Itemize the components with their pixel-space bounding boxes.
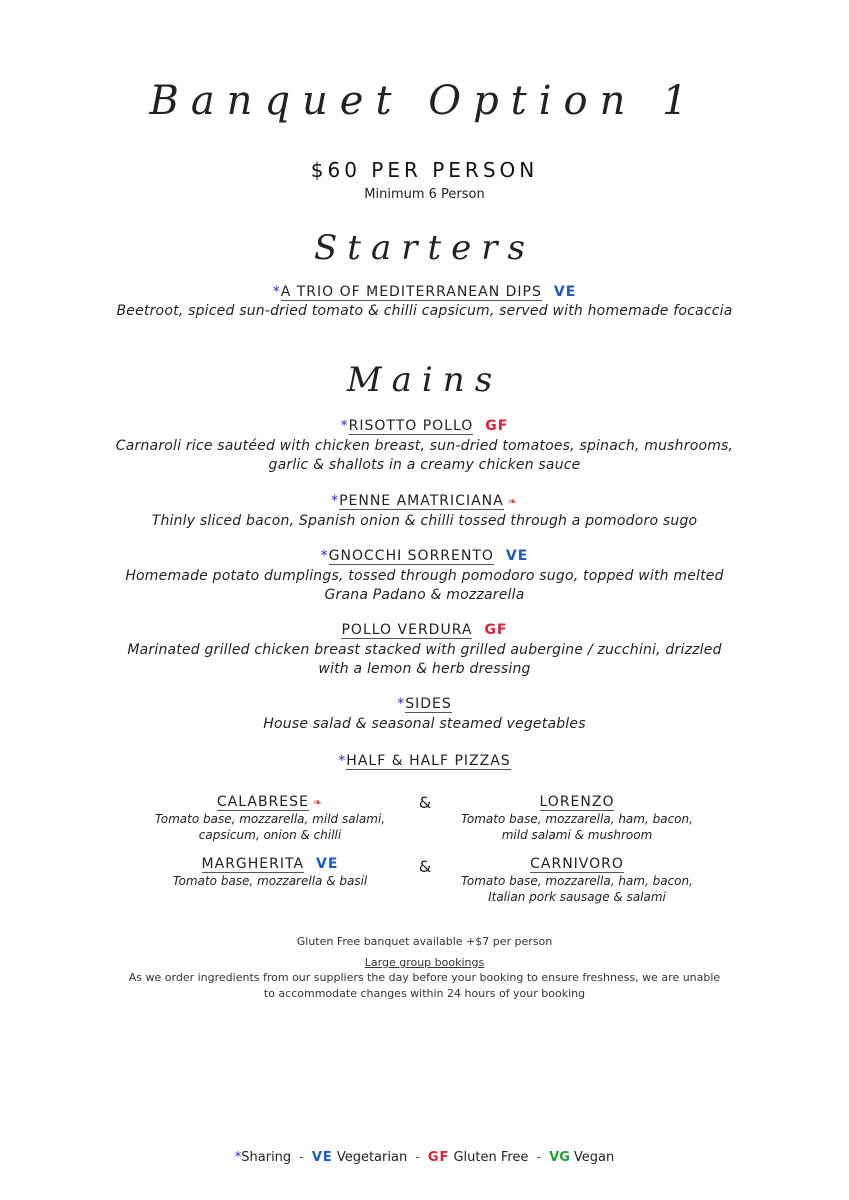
price-per-person: $60 PER PERSON xyxy=(310,158,539,182)
sharing-marker: * xyxy=(234,1150,242,1165)
dish-title xyxy=(0,548,849,564)
dish-name: POLLO VERDURA xyxy=(341,622,473,638)
pizza-name-margherita xyxy=(120,856,420,872)
dish-description: Carnaroli rice sautéed with chicken breast, sun-dried tomatoes, spinach, mushrooms, xyxy=(115,438,734,454)
dish-description: House salad & seasonal steamed vegetables xyxy=(263,716,586,732)
sharing-marker: * xyxy=(272,284,281,300)
section-heading-mains: Mains xyxy=(346,360,503,400)
dish-description: with a lemon & herb dressing xyxy=(318,661,531,677)
legend-gf-badge: GF xyxy=(427,1150,450,1165)
sharing-marker: * xyxy=(397,696,406,712)
ampersand: & xyxy=(418,857,432,876)
sharing-marker: * xyxy=(331,493,340,509)
legend-separator: - xyxy=(536,1150,542,1165)
pizza-description: Italian pork sausage & salami xyxy=(488,890,666,904)
pizza-name-calabrese xyxy=(120,794,420,810)
legend-ve-badge: VE xyxy=(311,1150,333,1165)
large-group-text: As we order ingredients from our suppliers the day before your booking to ensure freshness, we are unable xyxy=(128,971,721,984)
large-group-heading xyxy=(0,955,849,971)
pizza-description: Tomato base, mozzarella, ham, bacon, xyxy=(461,874,693,888)
dish-title xyxy=(0,493,849,509)
page-title: Banquet Option 1 xyxy=(149,78,700,124)
minimum-persons: Minimum 6 Person xyxy=(364,187,485,202)
dish-name: SIDES xyxy=(405,696,452,712)
gluten-free-note: Gluten Free banquet available +$7 per person xyxy=(296,935,553,948)
legend-separator: - xyxy=(415,1150,420,1165)
dish-title xyxy=(0,284,849,300)
chili-icon: ❧ xyxy=(312,796,324,809)
pizza-name: CARNIVORO xyxy=(530,856,624,872)
dietary-legend xyxy=(0,1150,849,1165)
gluten-free-badge: GF xyxy=(484,622,508,638)
dish-name: A TRIO OF MEDITERRANEAN DIPS xyxy=(280,284,542,300)
ampersand: & xyxy=(418,793,432,812)
dish-name: HALF & HALF PIZZAS xyxy=(346,753,511,769)
legend-gluten-free: Gluten Free xyxy=(453,1150,529,1165)
dish-title xyxy=(0,696,849,712)
dish-name: PENNE AMATRICIANA xyxy=(339,493,504,509)
legend-sharing: Sharing xyxy=(241,1150,292,1165)
vegetarian-badge: VE xyxy=(553,284,577,300)
dish-description: Marinated grilled chicken breast stacked with grilled aubergine / zucchini, drizzled xyxy=(127,642,722,658)
pizza-name: MARGHERITA xyxy=(201,856,305,872)
pizza-description: Tomato base, mozzarella, mild salami, xyxy=(154,812,386,826)
dish-description: garlic & shallots in a creamy chicken sauce xyxy=(268,457,581,473)
legend-vegetarian: Vegetarian xyxy=(336,1150,408,1165)
pizza-description: capsicum, onion & chilli xyxy=(198,828,342,842)
legend-separator: - xyxy=(299,1150,304,1165)
dish-name: GNOCCHI SORRENTO xyxy=(328,548,494,564)
pizza-name-lorenzo xyxy=(427,794,727,810)
gluten-free-badge: GF xyxy=(485,418,509,434)
dish-description: Grana Padano & mozzarella xyxy=(324,587,525,603)
dish-name: RISOTTO POLLO xyxy=(348,418,474,434)
pizza-name-carnivoro xyxy=(427,856,727,872)
sharing-marker: * xyxy=(320,548,329,564)
large-group-text: to accommodate changes within 24 hours of your booking xyxy=(263,987,586,1000)
dish-description: Homemade potato dumplings, tossed through pomodoro sugo, topped with melted xyxy=(125,568,724,584)
pizza-description: Tomato base, mozzarella & basil xyxy=(172,874,368,888)
chili-icon: ❧ xyxy=(507,495,518,508)
pizza-name: CALABRESE xyxy=(216,794,309,810)
legend-vg-badge: VG xyxy=(549,1150,570,1165)
vegetarian-badge: VE xyxy=(316,856,339,872)
pizza-description: mild salami & mushroom xyxy=(501,828,653,842)
vegetarian-badge: VE xyxy=(505,548,529,564)
pizza-name: LORENZO xyxy=(539,794,615,810)
dish-description: Beetroot, spiced sun-dried tomato & chilli capsicum, served with homemade focaccia xyxy=(116,303,733,319)
dish-description: Thinly sliced bacon, Spanish onion & chilli tossed through a pomodoro sugo xyxy=(151,513,698,529)
dish-title xyxy=(0,418,849,434)
sharing-marker: * xyxy=(340,418,349,434)
legend-vegan: Vegan xyxy=(573,1150,615,1165)
section-heading-starters: Starters xyxy=(314,228,535,268)
pizza-description: Tomato base, mozzarella, ham, bacon, xyxy=(461,812,693,826)
dish-title xyxy=(0,753,849,769)
large-group-heading-text: Large group bookings xyxy=(364,956,485,969)
dish-title xyxy=(0,622,849,638)
sharing-marker: * xyxy=(338,753,347,769)
